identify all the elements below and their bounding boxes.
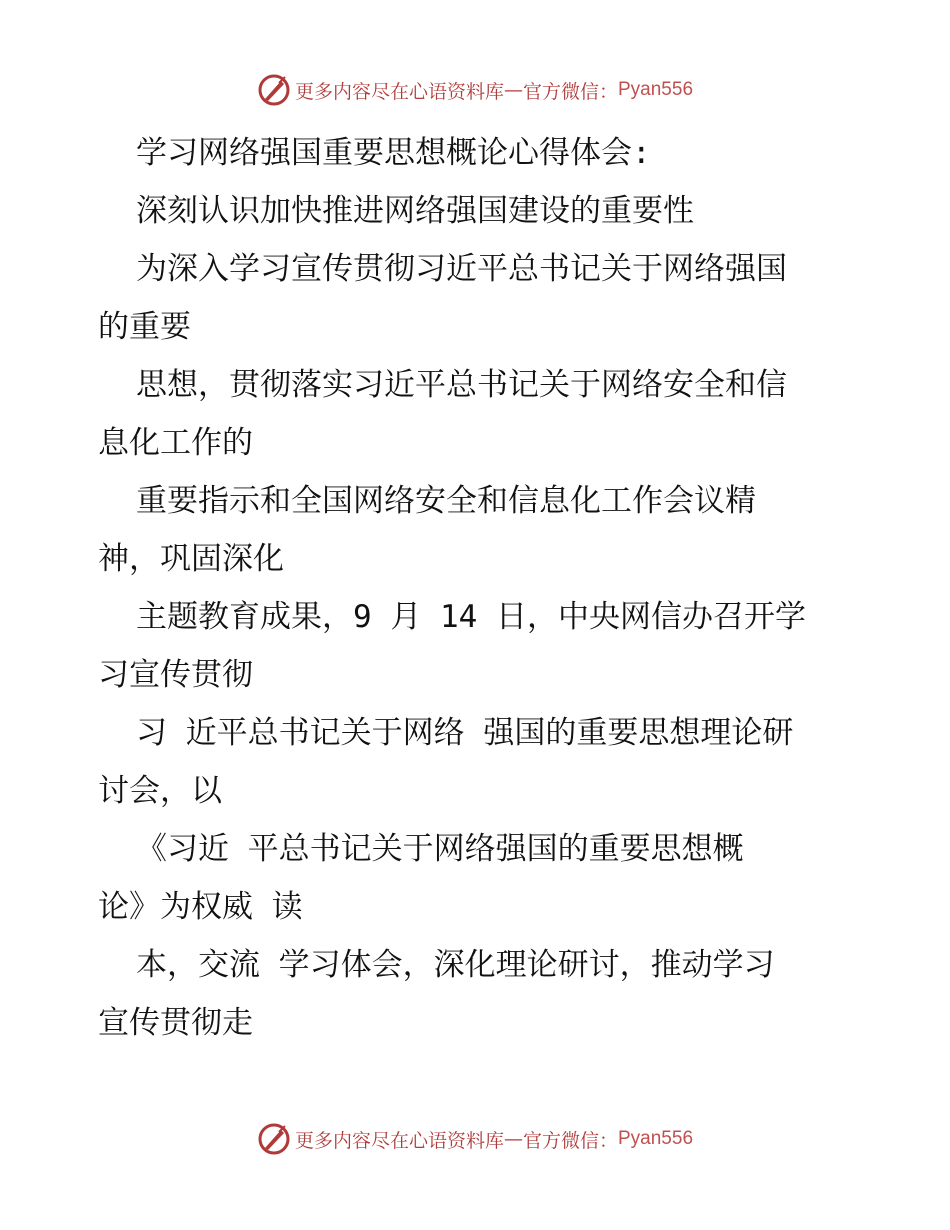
banner-text: 更多内容尽在心语资料库 <box>294 1129 504 1152</box>
footer-banner <box>0 1119 950 1159</box>
document-body <box>98 124 858 1052</box>
banner-wechat-id: Pyan556 <box>618 79 694 100</box>
header-banner <box>0 70 950 110</box>
text-line: 宣传贯彻走 <box>98 1005 253 1041</box>
text-line: 《习近 平总书记关于网络强国的重要思想概 <box>136 831 744 867</box>
text-line: 思想，贯彻落实习近平总书记关于网络安全和信 <box>136 367 787 403</box>
text-line: 深刻认识加快推进网络强国建设的重要性 <box>136 193 694 229</box>
banner-separator: — <box>503 1128 523 1150</box>
text-line: 习宣传贯彻 <box>98 657 253 693</box>
text-line: 的重要 <box>98 309 191 345</box>
text-line: 为深入学习宣传贯彻习近平总书记关于网络强国 <box>136 251 787 287</box>
banner-wechat-id: Pyan556 <box>618 1128 694 1149</box>
banner-wechat-label: 官方微信： <box>522 80 618 103</box>
text-line: 主题教育成果，9 月 14 日，中央网信办召开学 <box>136 599 806 635</box>
text-line: 习 近平总书记关于网络 强国的重要思想理论研 <box>136 715 794 751</box>
text-line: 息化工作的 <box>98 425 253 461</box>
text-line: 重要指示和全国网络安全和信息化工作会议精 <box>136 483 756 519</box>
text-line: 讨会，以 <box>98 773 222 809</box>
text-line: 神，巩固深化 <box>98 541 284 577</box>
text-line: 本，交流 学习体会，深化理论研讨，推动学习 <box>136 947 775 983</box>
banner-text: 更多内容尽在心语资料库 <box>294 80 504 103</box>
text-line: 学习网络强国重要思想概论心得体会: <box>136 135 651 171</box>
text-line: 论》为权威 读 <box>98 889 303 925</box>
quill-logo-icon <box>257 73 291 107</box>
banner-wechat-label: 官方微信： <box>522 1129 618 1152</box>
banner-separator: — <box>503 79 523 101</box>
quill-logo-icon <box>257 1122 291 1156</box>
